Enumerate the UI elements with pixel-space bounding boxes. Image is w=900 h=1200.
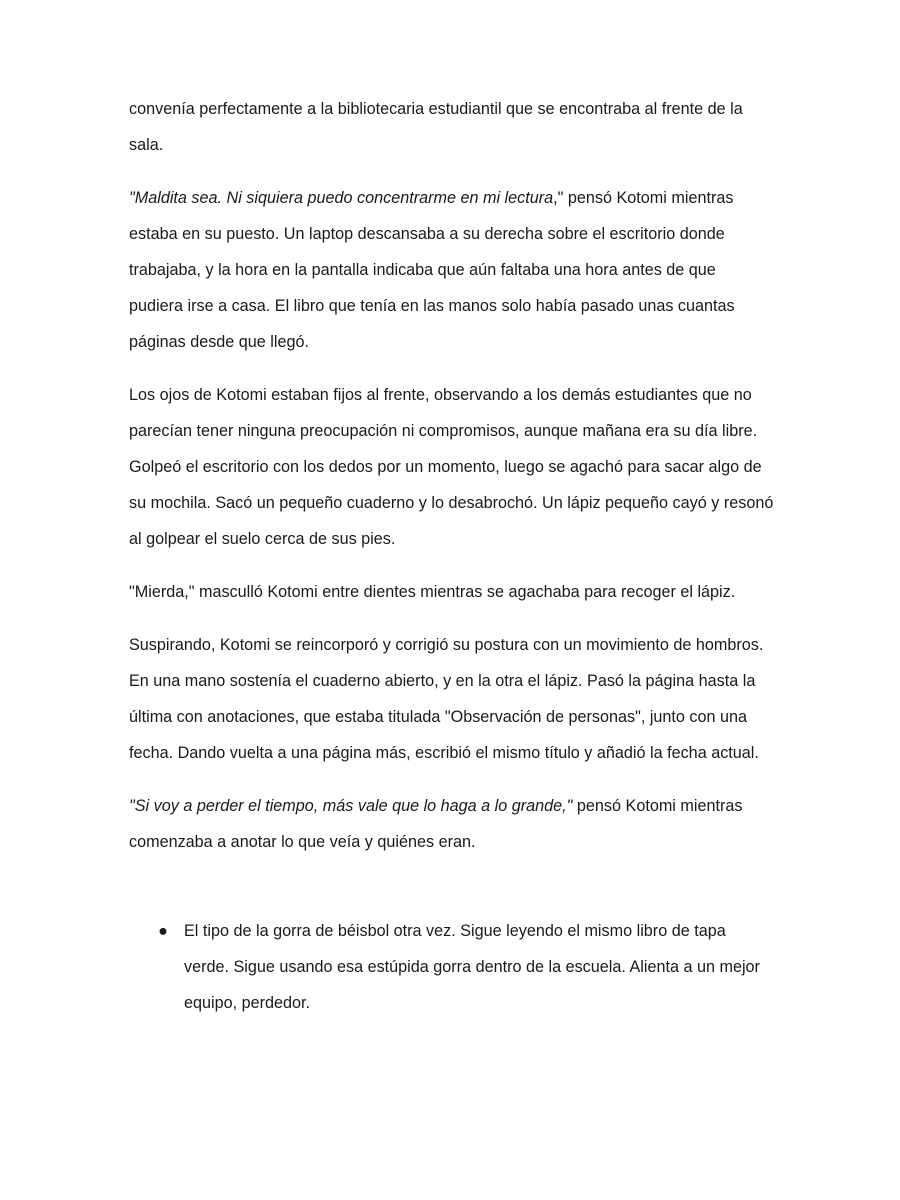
list-item-text: El tipo de la gorra de béisbol otra vez. Sigue leyendo el mismo libro de tapa verde. Sigue usando esa estúpida gorra dentro de la escuela. Alienta a un mejor equipo, perdedor. bbox=[184, 922, 760, 1012]
paragraph-italic-text: "Si voy a perder el tiempo, más vale que lo haga a lo grande," bbox=[129, 797, 573, 815]
paragraph-4 bbox=[129, 574, 774, 610]
bullet-list bbox=[129, 913, 774, 1021]
paragraph-italic-text: "Maldita sea. Ni siquiera puedo concentrarme en mi lectura bbox=[129, 189, 554, 207]
paragraph-text: Los ojos de Kotomi estaban fijos al frente, observando a los demás estudiantes que no parecían tener ninguna preocupación ni compromisos, aunque mañana era su día libre. Golpeó el escritorio con los dedos por un momento, luego se agachó para sacar algo de su mochila. Sacó un pequeño cuaderno y lo desabrochó. Un lápiz pequeño cayó y resonó al golpear el suelo cerca de sus pies. bbox=[129, 386, 774, 548]
paragraph-text: ," pensó Kotomi mientras estaba en su puesto. Un laptop descansaba a su derecha sobre el escritorio donde trabajaba, y la hora en la pantalla indicaba que aún faltaba una hora antes de que pudiera irse a casa. El libro que tenía en las manos solo había pasado unas cuantas páginas desde que llegó. bbox=[129, 189, 735, 351]
paragraph-text: convenía perfectamente a la bibliotecaria estudiantil que se encontraba al frente de la sala. bbox=[129, 100, 743, 154]
paragraph-5 bbox=[129, 627, 774, 771]
paragraph-6 bbox=[129, 788, 774, 860]
paragraph-1 bbox=[129, 91, 774, 163]
document-body bbox=[129, 91, 774, 1021]
list-item bbox=[129, 913, 774, 1021]
bullet-dot-icon: ● bbox=[158, 922, 168, 940]
paragraph-2 bbox=[129, 180, 774, 360]
paragraph-3 bbox=[129, 377, 774, 557]
paragraph-text: pensó Kotomi mientras comenzaba a anotar lo que veía y quiénes eran. bbox=[129, 797, 743, 851]
paragraph-text: "Mierda," masculló Kotomi entre dientes mientras se agachaba para recoger el lápiz. bbox=[129, 583, 736, 601]
paragraph-text: Suspirando, Kotomi se reincorporó y corrigió su postura con un movimiento de hombros. En una mano sostenía el cuaderno abierto, y en la otra el lápiz. Pasó la página hasta la última con anotaciones, que estaba titulada "Observación de personas", junto con una fecha. Dando vuelta a una página más, escribió el mismo título y añadió la fecha actual. bbox=[129, 636, 764, 762]
